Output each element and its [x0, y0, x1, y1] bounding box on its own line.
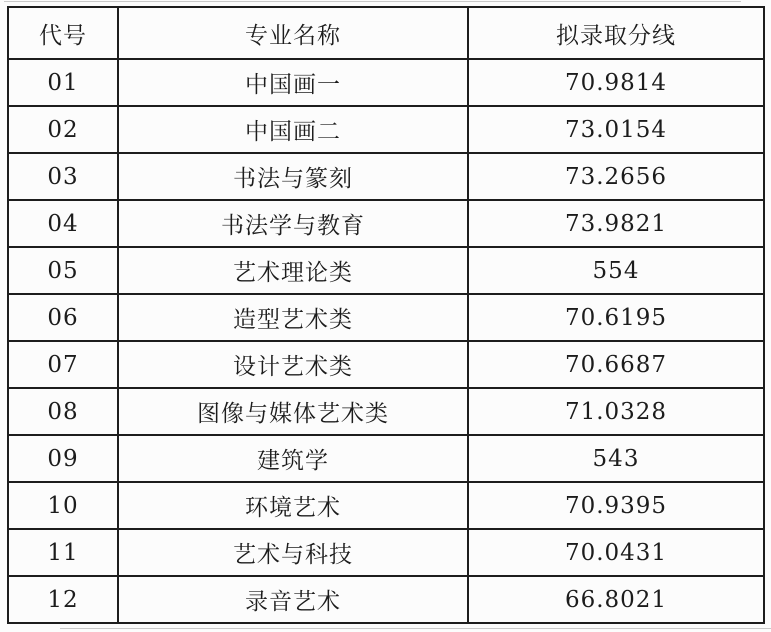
score-cell: 70.6687 [468, 341, 764, 388]
major-cell: 图像与媒体艺术类 [118, 388, 468, 435]
table-row [8, 200, 764, 247]
major-cell: 中国画一 [118, 59, 468, 106]
score-cell: 554 [468, 247, 764, 294]
header-row [8, 7, 764, 59]
table-row [8, 294, 764, 341]
code-cell: 08 [8, 388, 118, 435]
code-cell: 01 [8, 59, 118, 106]
top-hairline [4, 1, 741, 2]
table-row [8, 247, 764, 294]
table-row [8, 59, 764, 106]
code-cell: 11 [8, 529, 118, 576]
major-cell: 环境艺术 [118, 482, 468, 529]
admission-score-table [7, 6, 765, 624]
bottom-hairline [60, 628, 771, 629]
major-cell: 录音艺术 [118, 576, 468, 623]
code-cell: 02 [8, 106, 118, 153]
code-cell: 06 [8, 294, 118, 341]
table-row [8, 106, 764, 153]
code-cell: 12 [8, 576, 118, 623]
major-cell: 艺术理论类 [118, 247, 468, 294]
table-row [8, 388, 764, 435]
table-row [8, 435, 764, 482]
code-cell: 09 [8, 435, 118, 482]
table-row [8, 482, 764, 529]
code-cell: 05 [8, 247, 118, 294]
score-cell: 71.0328 [468, 388, 764, 435]
header-code: 代号 [8, 7, 118, 59]
table-row [8, 153, 764, 200]
header-score: 拟录取分线 [468, 7, 764, 59]
score-cell: 73.0154 [468, 106, 764, 153]
major-cell: 书法与篆刻 [118, 153, 468, 200]
score-cell: 70.9395 [468, 482, 764, 529]
score-cell: 73.2656 [468, 153, 764, 200]
score-cell: 543 [468, 435, 764, 482]
table-row [8, 341, 764, 388]
score-cell: 73.9821 [468, 200, 764, 247]
major-cell: 建筑学 [118, 435, 468, 482]
major-cell: 造型艺术类 [118, 294, 468, 341]
major-cell: 书法学与教育 [118, 200, 468, 247]
score-cell: 70.0431 [468, 529, 764, 576]
code-cell: 03 [8, 153, 118, 200]
score-cell: 66.8021 [468, 576, 764, 623]
major-cell: 设计艺术类 [118, 341, 468, 388]
code-cell: 07 [8, 341, 118, 388]
code-cell: 04 [8, 200, 118, 247]
table-row [8, 576, 764, 623]
major-cell: 中国画二 [118, 106, 468, 153]
header-major: 专业名称 [118, 7, 468, 59]
code-cell: 10 [8, 482, 118, 529]
score-cell: 70.6195 [468, 294, 764, 341]
table-row [8, 529, 764, 576]
table-body [8, 59, 764, 623]
score-cell: 70.9814 [468, 59, 764, 106]
major-cell: 艺术与科技 [118, 529, 468, 576]
